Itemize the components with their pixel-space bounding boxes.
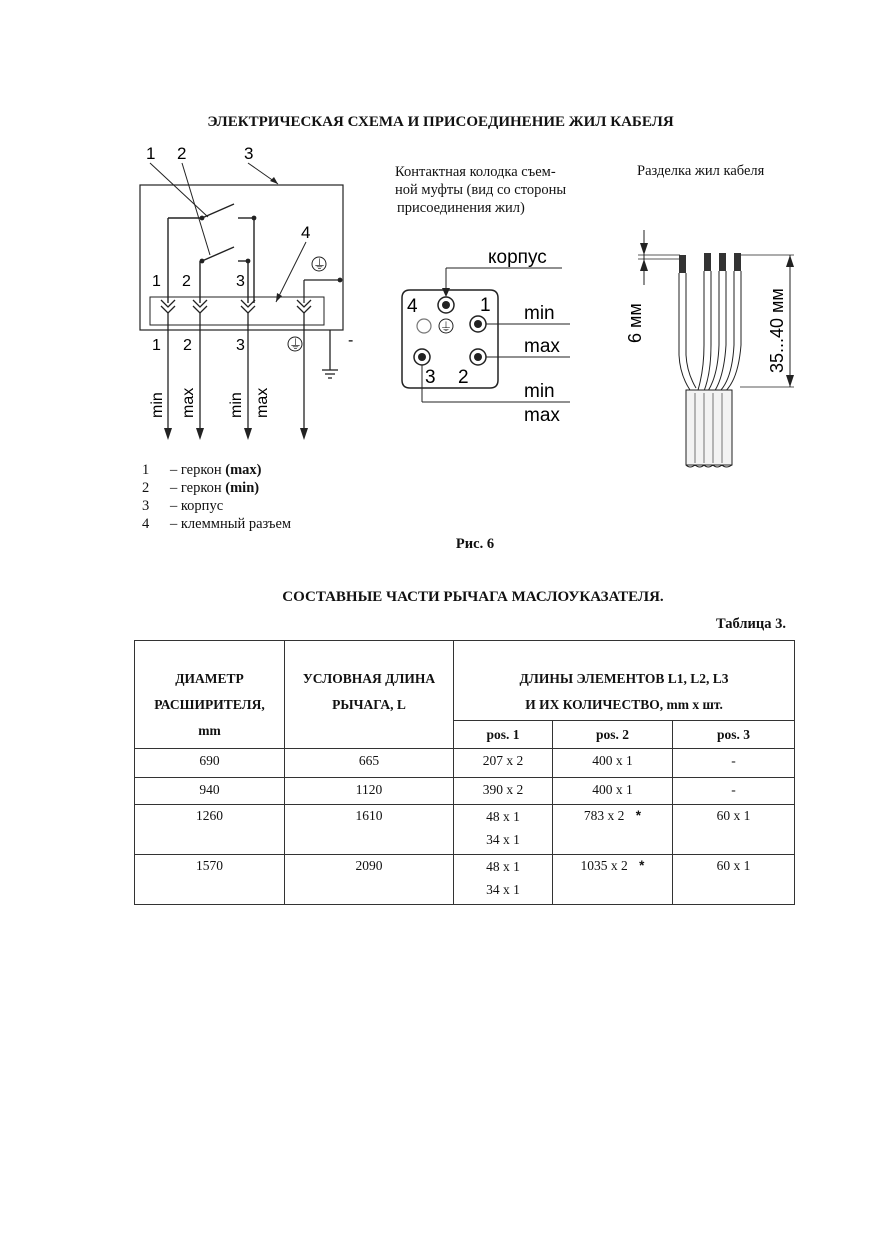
dim-short-label: 6 мм <box>625 303 645 343</box>
legend-text: – геркон <box>170 462 226 478</box>
cell-lever: 665 <box>285 749 454 778</box>
cell-pos1 <box>454 805 553 855</box>
header-pos2: pos. 2 <box>553 721 673 749</box>
legend-num: 4 <box>142 516 150 532</box>
legend-bold: (min) <box>225 480 260 496</box>
legend-item <box>142 479 291 497</box>
header-line: РАСШИРИТЕЛЯ, <box>154 697 265 712</box>
cell-pos1: 207 x 2 <box>454 749 553 778</box>
header-pos1: pos. 1 <box>454 721 553 749</box>
cell-pos2: 400 x 1 <box>553 778 673 805</box>
cable-caption: Разделка жил кабеля <box>637 163 765 179</box>
ground-icon: ⏚ <box>313 257 327 272</box>
table-row <box>135 778 795 805</box>
header-pos3: pos. 3 <box>673 721 795 749</box>
asterisk-mark: * <box>635 808 642 823</box>
legend-item <box>142 497 291 515</box>
legend-item <box>142 515 291 533</box>
cell-diameter: 1260 <box>135 805 285 855</box>
cell-pos1 <box>454 855 553 905</box>
wiring-schematic <box>130 140 370 450</box>
header-line: ДИАМЕТР <box>175 671 244 686</box>
cell-value: 1035 x 2 <box>580 858 628 873</box>
cell-diameter: 690 <box>135 749 285 778</box>
caption-line: ной муфты (вид со стороны <box>395 182 567 198</box>
asterisk-mark: * <box>639 858 645 873</box>
contact-label-bottom: 1 <box>152 337 161 354</box>
ground-icon: ⏚ <box>289 337 303 352</box>
cell-line: 34 x 1 <box>486 832 520 847</box>
header-line: РЫЧАГА, L <box>332 697 406 712</box>
cable-drawing <box>620 225 800 475</box>
caption-line: Контактная колодка съем- <box>395 164 556 180</box>
wire-label: max <box>254 387 271 418</box>
wire-label: min <box>149 392 166 418</box>
line-label: min <box>524 381 555 402</box>
main-title: ЭЛЕКТРИЧЕСКАЯ СХЕМА И ПРИСОЕДИНЕНИЕ ЖИЛ КАБЕЛЯ <box>207 114 674 130</box>
pin-label: 2 <box>458 367 469 388</box>
components-table <box>134 640 795 905</box>
header-line: И ИХ КОЛИЧЕСТВО, mm x шт. <box>525 697 723 712</box>
cell-pos3: - <box>673 778 795 805</box>
dash-mark: - <box>348 332 354 349</box>
legend-num: 3 <box>142 498 150 514</box>
header-lever-length <box>285 641 454 749</box>
cell-line: 48 x 1 <box>486 809 520 824</box>
table-row <box>135 855 795 905</box>
legend-num: 1 <box>142 462 150 478</box>
cell-lever: 1610 <box>285 805 454 855</box>
pin-label: 1 <box>480 295 491 316</box>
cell-pos2 <box>553 855 673 905</box>
legend-bold: (max) <box>225 462 262 478</box>
cell-lever: 2090 <box>285 855 454 905</box>
caption-line: присоединения жил) <box>397 200 525 216</box>
connector-caption <box>395 163 590 217</box>
table-row <box>135 805 795 855</box>
header-diameter <box>135 641 285 749</box>
legend-text: – геркон <box>170 480 226 496</box>
cell-pos3: - <box>673 749 795 778</box>
legend-num: 2 <box>142 480 150 496</box>
contact-label-top: 3 <box>236 273 245 290</box>
dim-long-label: 35...40 мм <box>767 288 787 373</box>
contact-label-bottom: 3 <box>236 337 245 354</box>
legend <box>142 461 291 533</box>
callout-4: 4 <box>301 223 311 242</box>
legend-text: – корпус <box>170 498 224 514</box>
ground-icon: ⏚ <box>440 320 453 334</box>
wire-label: max <box>180 387 197 418</box>
cell-pos3: 60 x 1 <box>673 855 795 905</box>
section-title: СОСТАВНЫЕ ЧАСТИ РЫЧАГА МАСЛОУКАЗАТЕЛЯ. <box>282 589 664 605</box>
connector-diagram <box>390 240 590 430</box>
contact-label-bottom: 2 <box>183 337 192 354</box>
header-line: УСЛОВНАЯ ДЛИНА <box>302 671 436 686</box>
callout-2: 2 <box>177 144 187 163</box>
line-label: min <box>524 303 555 324</box>
header-line: ДЛИНЫ ЭЛЕМЕНТОВ L1, L2, L3 <box>519 671 729 686</box>
legend-item <box>142 461 291 479</box>
wire-label: min <box>228 392 245 418</box>
cell-line: 48 x 1 <box>486 859 520 874</box>
cell-pos1: 390 x 2 <box>454 778 553 805</box>
table-label: Таблица 3. <box>715 616 786 632</box>
pin-label: 3 <box>425 367 436 388</box>
cell-pos3: 60 x 1 <box>673 805 795 855</box>
cell-diameter: 1570 <box>135 855 285 905</box>
table-row <box>135 749 795 778</box>
line-label: max <box>524 336 560 357</box>
legend-text: – клеммный разъем <box>170 516 292 532</box>
cell-value: 783 x 2 <box>583 808 625 823</box>
korpus-label: корпус <box>488 247 547 268</box>
contact-label-top: 2 <box>182 273 191 290</box>
cell-pos2 <box>553 805 673 855</box>
line-label: max <box>524 405 560 426</box>
cell-lever: 1120 <box>285 778 454 805</box>
figure-caption: Рис. 6 <box>455 536 495 552</box>
cell-pos2: 400 x 1 <box>553 749 673 778</box>
header-line: mm <box>198 723 221 738</box>
contact-label-top: 1 <box>152 273 161 290</box>
callout-3: 3 <box>244 144 254 163</box>
cell-line: 34 x 1 <box>486 882 520 897</box>
header-element-lengths <box>454 641 795 721</box>
cell-diameter: 940 <box>135 778 285 805</box>
pin-label: 4 <box>407 296 418 317</box>
callout-1: 1 <box>146 144 156 163</box>
